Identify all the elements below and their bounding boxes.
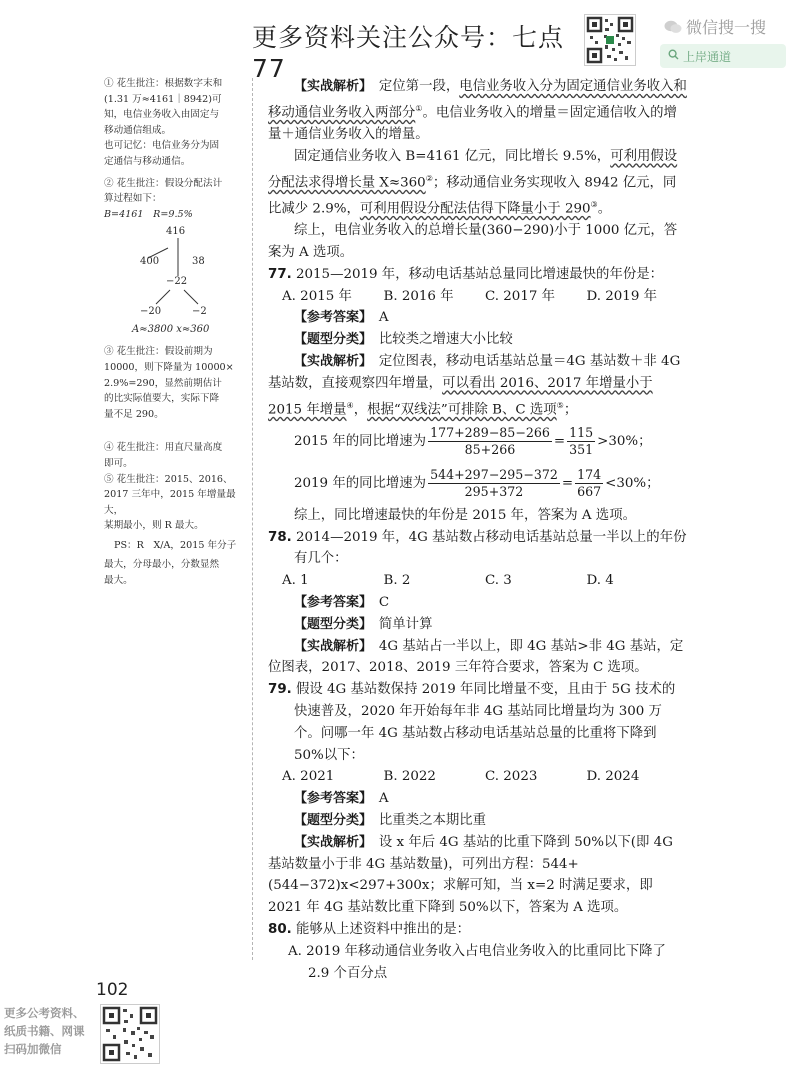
footer-promo-text: 更多公考资料、 纸质书籍、网课 扫码加微信 [4, 1006, 85, 1056]
type-78: 【题型分类】 简单计算 [294, 616, 433, 632]
analysis-77: 【实战解析】 定位图表，移动电话基站总量＝4G 基站数＋非 4G 基站数，直接观察四年增量，可以看出 2016、2017 年增量小于 2015 年增量④，根据“双线法”可排除 B、C 选项⑤； [268, 353, 681, 418]
note-3: ③ 花生批注：假设前期为 10000，则下降量为 10000× 2.9%=290，显然前期估计 的比实际值要大，实际下降 量不足 290。 [104, 346, 234, 420]
tree-result: A≈3800 x≈360 [132, 324, 210, 336]
question-77: 77. 2015—2019 年，移动电话基站总量同比增速最快的年份是： [268, 266, 664, 282]
note-5-ps: PS：R X/A，2015 年分子 [114, 539, 237, 551]
option-d: D. 4 [586, 573, 614, 589]
type-79: 【题型分类】 比重类之本期比重 [294, 812, 487, 828]
wechat-icon [664, 19, 682, 33]
main-content [268, 76, 688, 984]
sidebar-notes [104, 76, 244, 589]
footer-qr-code [100, 1004, 160, 1064]
allocation-tree-diagram [104, 224, 244, 340]
question-80-option-a: A. 2019 年移动通信业务收入占电信业务收入的比重同比下降了 2.9 个百分点 [288, 943, 666, 981]
option-a: A. 1 [282, 573, 309, 589]
answer-77: 【参考答案】 A [294, 310, 389, 326]
page-number: 102 [96, 980, 129, 1000]
wechat-search-text: 微信搜一搜 [686, 17, 767, 37]
tree-node-top: 416 [166, 226, 186, 238]
search-icon [668, 49, 679, 63]
answer-78: 【参考答案】 C [294, 595, 390, 611]
analysis-76-p2: 固定通信业务收入 B=4161 亿元，同比增长 9.5%，可利用假设分配法求得增长量 X≈360②；移动通信业务实现收入 8942 亿元，同比减少 2.9%，可利用假设分配法估得下降量小于 290③。 [268, 148, 678, 217]
option-c: C. 2023 [485, 769, 538, 785]
type-77: 【题型分类】 比较类之增速大小比较 [294, 332, 513, 348]
option-b: B. 2016 年 [383, 288, 454, 304]
option-c: C. 2017 年 [485, 288, 556, 304]
formula-2015: 2015 年的同比增速为 $\frac{177+289-85-266}{85+266}$ = $\frac{115}{351}$ >30%； [294, 425, 652, 458]
option-c: C. 3 [485, 573, 512, 589]
page-header-title: 更多资料关注公众号：七点77 [252, 23, 565, 83]
question-78-options [268, 570, 688, 592]
tree-node-left: 400 [140, 256, 160, 268]
tree-node-bottom-left: −20 [140, 306, 162, 318]
note-4: ④ 花生批注：用直尺量高度 即可。 [104, 442, 223, 469]
question-78: 78. 2014—2019 年，4G 基站数占移动电话基站总量一半以上的年份有几个： [268, 529, 687, 567]
analysis-76-p1: 【实战解析】 定位第一段，电信业务收入分为固定通信业务收入和移动通信业务收入两部分①。电信业务收入的增量＝固定通信收入的增量＋通信业务收入的增量。 [268, 79, 687, 143]
wechat-channel-button[interactable] [660, 44, 786, 68]
wechat-search-label [664, 14, 794, 38]
question-79-options [268, 766, 688, 788]
tree-node-bottom-right: −2 [192, 306, 207, 318]
formula-2019: 2019 年的同比增速为 $\frac{544+297-295-372}{295+372}$ = $\frac{174}{667}$ <30%； [294, 467, 660, 500]
question-77-options [268, 286, 688, 308]
note-2-params: B=4161 R=9.5% [104, 208, 193, 220]
note-5: ⑤ 花生批注：2015、2016、 2017 三年中，2015 年增量最大， 某期最小，则 R 最大。 PS：R X/A，2015 年分子 最大，分母最小，分数显然 最大。 [104, 472, 244, 589]
analysis-79: 【实战解析】 设 x 年后 4G 基站的比重下降到 50%以下(即 4G 基站数量小于非 4G 基站数量)，可列出方程：544+(544−372)x<297+300x；求解可知，当 x=2 时满足要求，即 2021 年 4G 基站数比重下降到 50%以下，答案为 A 选项。 [268, 834, 673, 916]
header-qr-code [584, 14, 636, 66]
column-divider [252, 78, 254, 960]
option-b: B. 2 [383, 573, 411, 589]
tree-node-mid: −22 [166, 276, 188, 288]
analysis-76-p3: 综上，电信业务收入的总增长量(360−290)小于 1000 亿元，答案为 A 选项。 [268, 223, 678, 260]
note-2: ② 花生批注：假设分配法计 算过程如下： B=4161 R=9.5% 416 400 38 −22 −20 −2 A≈3800 x≈360 [104, 176, 244, 341]
wechat-channel-label: 上岸通道 [683, 49, 732, 64]
option-a: A. 2021 [282, 769, 335, 785]
analysis-78: 【实战解析】 4G 基站占一半以上，即 4G 基站>非 4G 基站，定位图表，2017、2018、2019 三年符合要求，答案为 C 选项。 [268, 638, 684, 676]
question-80: 80. 能够从上述资料中推出的是： [268, 921, 471, 937]
option-a: A. 2015 年 [282, 288, 352, 304]
option-b: B. 2022 [383, 769, 436, 785]
answer-79: 【参考答案】 A [294, 791, 389, 807]
note-1: ① 花生批注：根据数字末和 (1.31 万≈4161｜8942)可 知，电信业务收入由固定与 移动通信组成。 也可记忆：电信业务分为固 定通信与移动通信。 [104, 78, 223, 167]
conclusion-77: 综上，同比增速最快的年份是 2015 年，答案为 A 选项。 [294, 507, 636, 523]
option-d: D. 2019 年 [586, 288, 657, 304]
tree-node-right: 38 [192, 256, 205, 268]
option-d: D. 2024 [586, 769, 640, 785]
question-79: 79. 假设 4G 基站数保持 2019 年同比增量不变，且由于 5G 技术的快速普及，2020 年开始每年非 4G 基站同比增量均为 300 万个。问哪一年 4G 基站数占移动电话基站总量的比重将下降到 50%以下： [268, 682, 676, 763]
